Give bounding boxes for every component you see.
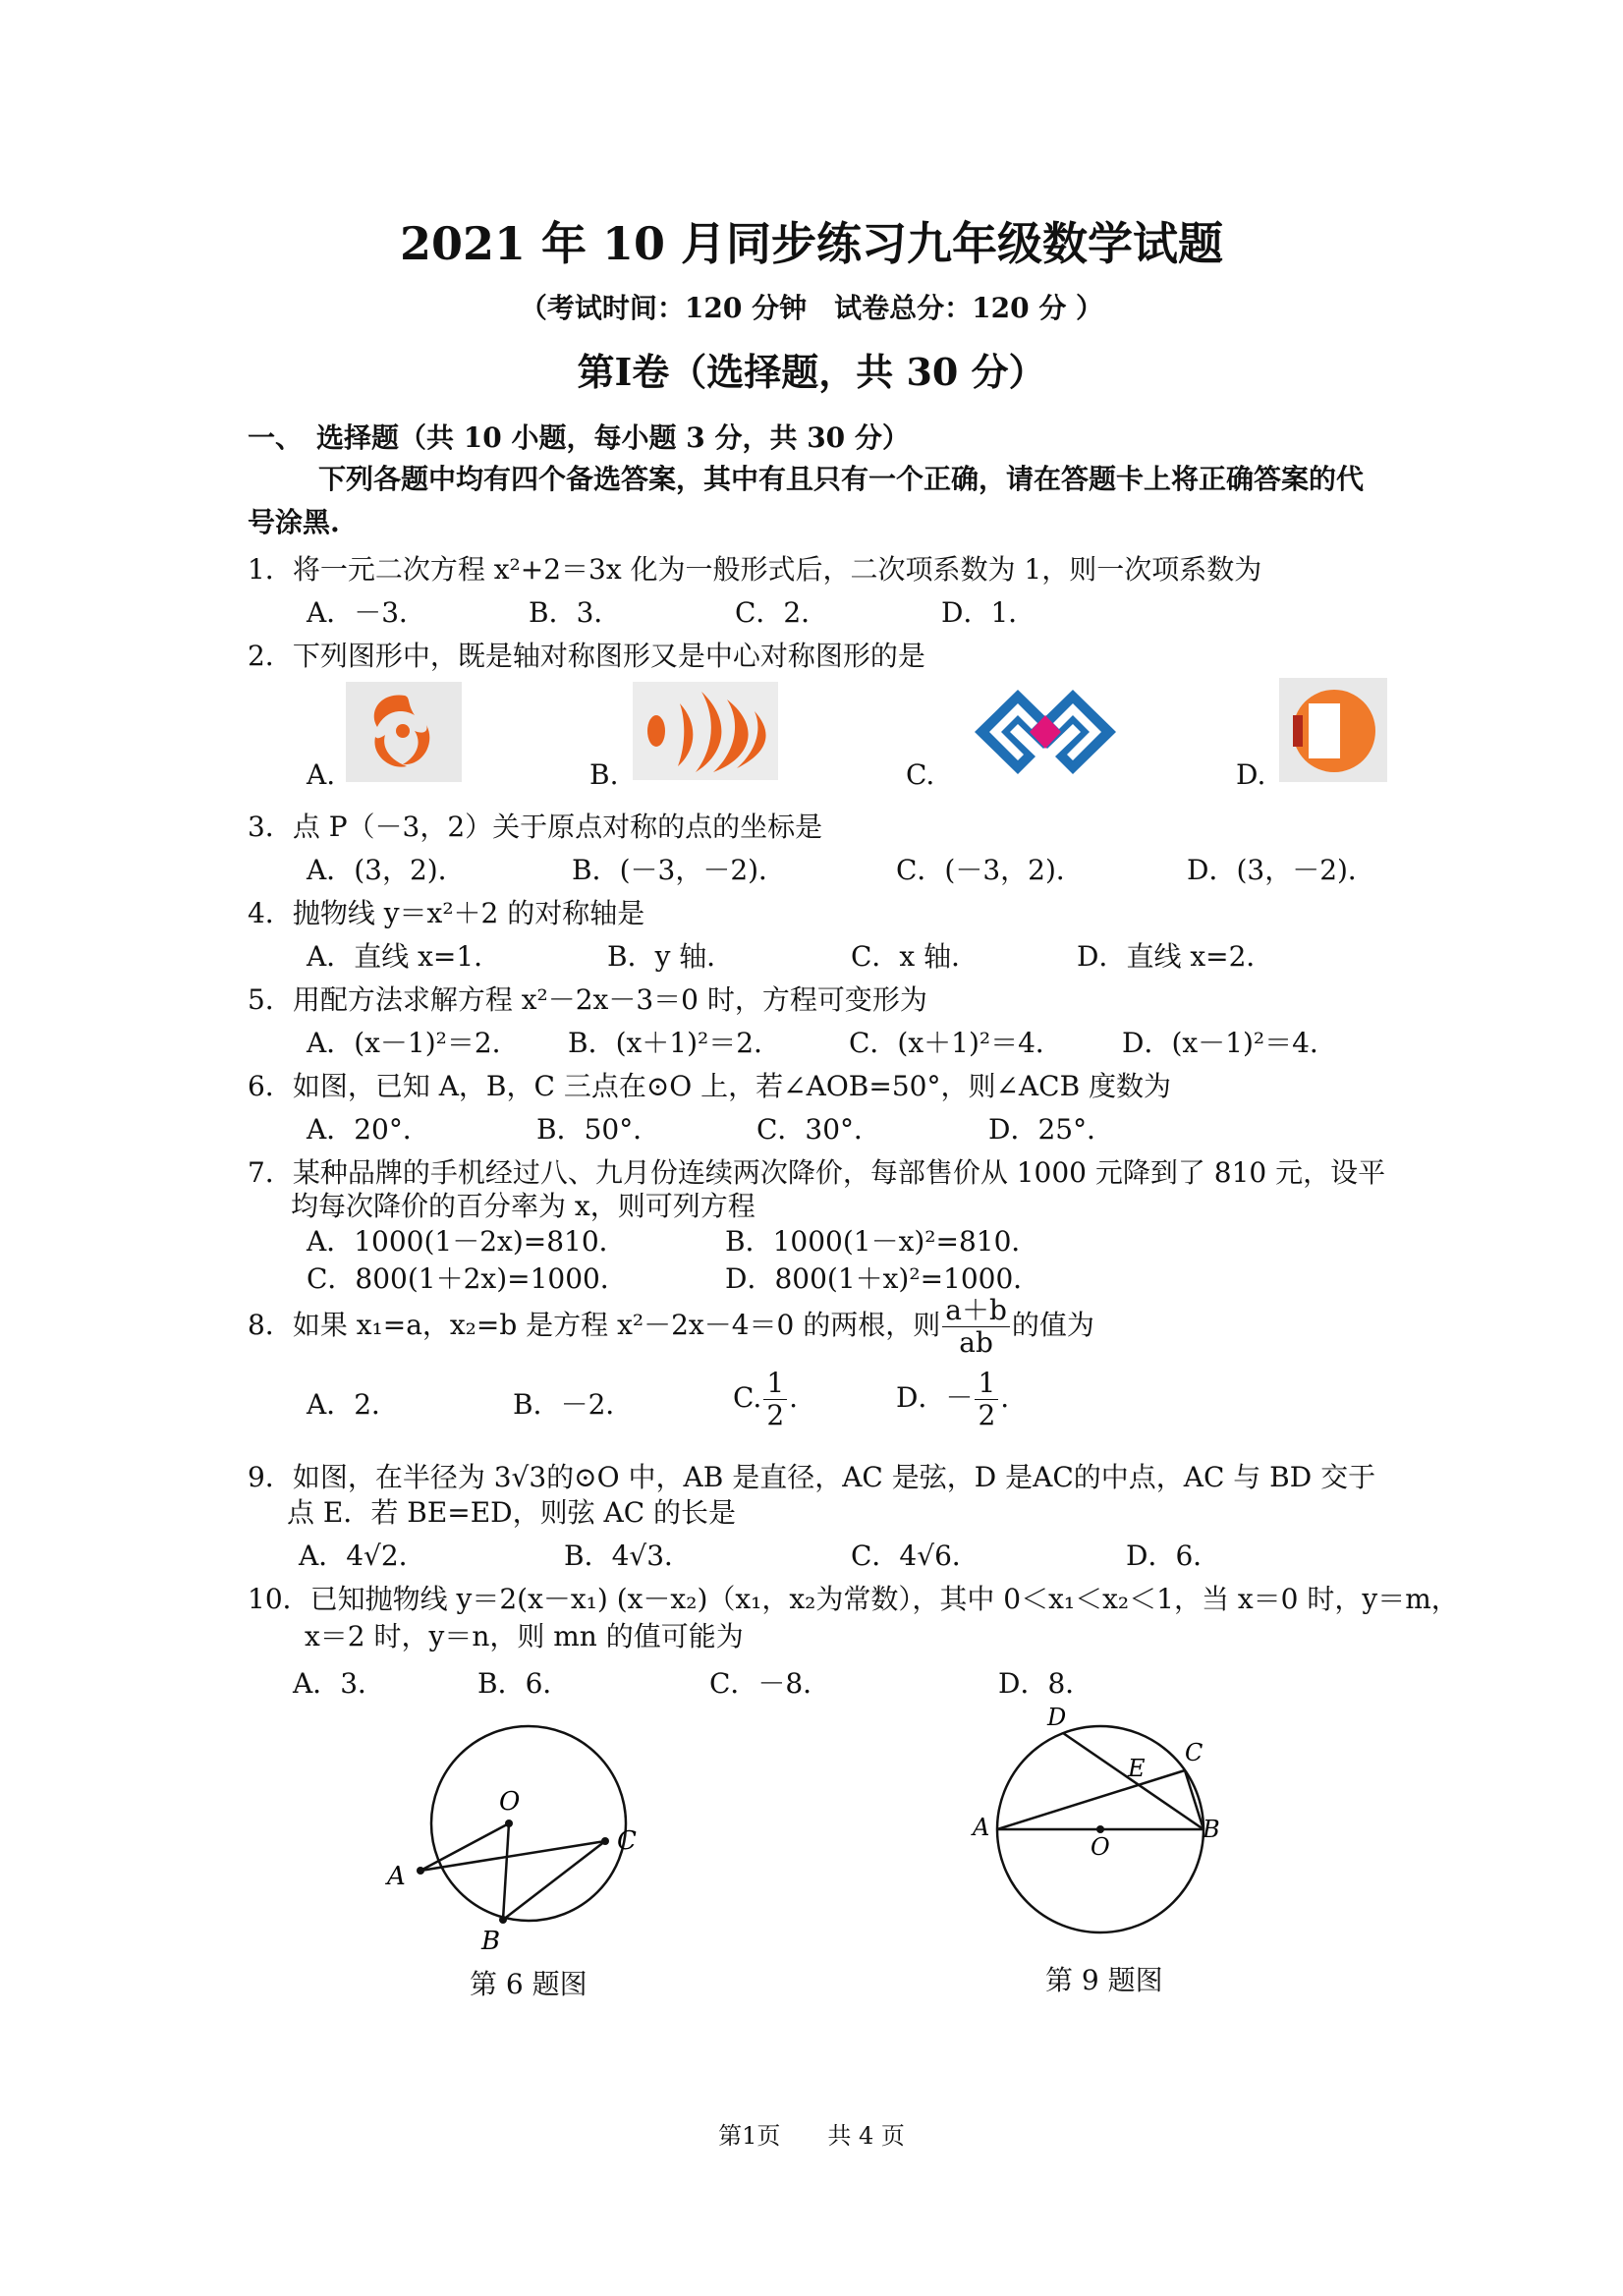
fig9-label-c: C [1185,1739,1203,1766]
q8-c-denominator: 2 [766,1399,785,1432]
q8-stem-text: 8．如果 x₁=a，x₂=b 是方程 x²－2x－4＝0 的两根，则 [248,1309,941,1342]
q4-option-c: C．x 轴． [851,940,979,973]
q3-option-c: C．(－3，2)． [896,854,1084,886]
q8-c-dot: . [789,1381,799,1415]
question-10-stem: 10．已知抛物线 y＝2(x－x₁) (x－x₂)（x₁，x₂为常数），其中 0＜x₁＜x₂＜1，当 x＝0 时，y＝m， [248,1583,1459,1615]
q2-option-c: C. [906,758,935,791]
flame-logo-icon [633,682,778,780]
question-9-stem-cont: 点 E．若 BE=ED，则弦 AC 的长是 [287,1496,737,1529]
q8-d-numerator: 1 [975,1368,998,1400]
q2-option-d: D. [1236,758,1266,791]
figure-6-caption: 第 6 题图 [470,1968,588,2000]
q8-option-b: B．－2． [513,1388,634,1421]
question-9-stem: 9．如图，在半径为 3√3的⊙O 中，AB 是直径，AC 是弦，D 是AC的中点，AC 与 BD 交于 [248,1461,1376,1493]
q4-option-d: D．直线 x=2． [1077,940,1274,973]
q10-option-d: D．8． [998,1667,1093,1700]
diamond-logo-icon [967,682,1124,782]
question-10-stem-cont: x＝2 时，y＝n，则 mn 的值可能为 [305,1620,744,1652]
q6-option-b: B．50°． [536,1113,661,1146]
fig6-label-c: C [617,1826,637,1856]
q1-option-d: D．1． [941,596,1036,629]
q8-option-d-label: D．－ [896,1381,974,1415]
q5-option-b: B．(x＋1)²＝2． [568,1027,782,1059]
fig9-label-e: E [1128,1755,1146,1782]
q8-option-c-label: C. [733,1381,762,1415]
q2-option-a: A. [307,758,336,791]
q8-option-a: A．2． [307,1388,400,1421]
q10-option-a: A．3． [293,1667,386,1700]
section-title: 第Ⅰ卷（选择题，共 30 分） [577,350,1046,394]
q10-option-b: B．6． [477,1667,571,1700]
q1-option-a: A．－3． [307,596,427,629]
question-3-stem: 3．点 P（－3，2）关于原点对称的点的坐标是 [248,811,823,843]
question-7-stem: 7．某种品牌的手机经过八、九月份连续两次降价，每部售价从 1000 元降到了 810 元，设平 [248,1156,1386,1189]
figure-9-caption: 第 9 题图 [1045,1964,1163,1996]
q9-option-c: C．4√6． [851,1540,979,1572]
figure-9-diagram [963,1706,1248,1951]
question-6-stem: 6．如图，已知 A，B，C 三点在⊙O 上，若∠AOB=50°，则∠ACB 度数为 [248,1070,1172,1102]
question-5-stem: 5．用配方法求解方程 x²－2x－3＝0 时，方程可变形为 [248,983,927,1016]
q8-option-c [733,1368,798,1431]
instruction: 下列各题中均有四个备选答案，其中有且只有一个正确，请在答题卡上将正确答案的代号涂黑. [248,463,1365,538]
q8-fraction-numerator: a＋b [942,1295,1010,1327]
q6-option-c: C．30°． [756,1113,882,1146]
question-1-stem: 1．将一元二次方程 x²+2＝3x 化为一般形式后，二次项系数为 1，则一次项系数为 [248,553,1262,586]
q7-option-c: C．800(1＋2x)=1000． [307,1262,628,1295]
q7-option-d: D．800(1＋x)²=1000． [725,1262,1041,1295]
q8-option-d [896,1368,1009,1431]
q8-fraction [942,1295,1010,1359]
q5-option-d: D．(x－1)²＝4． [1122,1027,1337,1059]
q8-c-numerator: 1 [763,1368,787,1400]
question-4-stem: 4．抛物线 y＝x²＋2 的对称轴是 [248,897,645,929]
question-2-stem: 2．下列图形中，既是轴对称图形又是中心对称图形的是 [248,640,925,672]
q3-option-d: D．(3，－2)． [1187,854,1375,886]
q2-option-b: B. [589,758,619,791]
q10-option-c: C．－8． [709,1667,831,1700]
q4-option-a: A．直线 x=1． [307,940,502,973]
q6-option-d: D．25°． [988,1113,1115,1146]
q6-option-a: A．20°． [307,1113,430,1146]
fig9-label-b: B [1203,1816,1220,1843]
q9-option-b: B．4√3． [564,1540,693,1572]
q3-option-a: A．(3，2)． [307,854,466,886]
ring-logo-icon [1279,678,1387,782]
q9-option-a: A．4√2． [299,1540,426,1572]
q8-d-denominator: 2 [978,1399,996,1432]
fig9-label-o: O [1091,1833,1110,1861]
fig9-label-d: D [1047,1706,1067,1731]
q5-option-a: A．(x－1)²＝2． [307,1027,520,1059]
fig9-label-a: A [973,1814,990,1841]
page-footer: 第1页 共 4 页 [718,2122,905,2150]
page-title: 2021 年 10 月同步练习九年级数学试题 [399,217,1224,270]
swirl-logo-icon [346,682,462,782]
fig6-label-a: A [387,1862,406,1891]
q1-option-b: B．3． [529,596,622,629]
q7-option-b: B．1000(1－x)²=810． [725,1225,1039,1258]
question-8-stem [248,1295,1094,1359]
q9-option-d: D．6． [1126,1540,1221,1572]
part-heading: 一、 选择题（共 10 小题，每小题 3 分，共 30 分） [248,421,910,454]
q4-option-b: B．y 轴． [607,940,735,973]
fig6-label-o: O [499,1787,521,1817]
figure-6-diagram [379,1709,644,1955]
q8-fraction-denominator: ab [959,1326,993,1360]
fig6-label-b: B [481,1927,501,1955]
q3-option-b: B．(－3，－2)． [572,854,787,886]
exam-info: （考试时间：120 分钟 试卷总分：120 分 ） [519,292,1104,324]
q8-stem-tail: 的值为 [1011,1309,1094,1342]
q7-option-a: A．1000(1－2x)=810． [307,1225,627,1258]
question-7-stem-cont: 均每次降价的百分率为 x，则可列方程 [291,1190,756,1222]
q5-option-c: C．(x＋1)²＝4． [849,1027,1063,1059]
q1-option-c: C．2． [735,596,829,629]
q8-d-dot: . [1000,1381,1010,1415]
